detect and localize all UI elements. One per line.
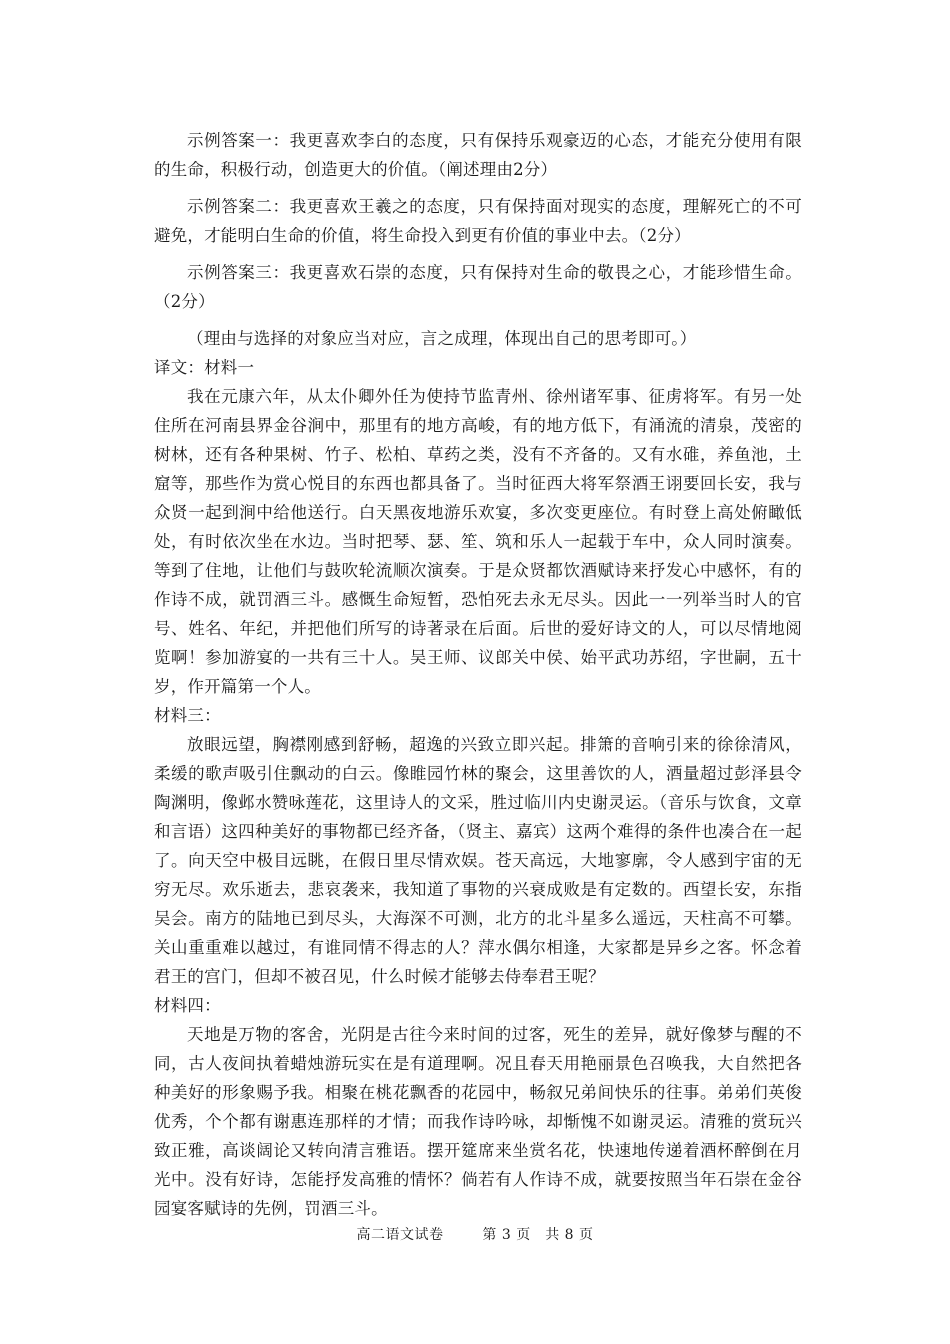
page-number: 第 3 页 共 8 页: [482, 1227, 594, 1243]
example-answer-1: 示例答案一：我更喜欢李白的态度，只有保持乐观豪迈的心态，才能充分使用有限的生命，积极行动，创造更大的价值。（阐述理由2分）: [154, 131, 802, 179]
example-answer-3: 示例答案三：我更喜欢石崇的态度，只有保持对生命的敬畏之心，才能珍惜生命。（2分）: [154, 263, 802, 311]
material-4-translation: 天地是万物的客舍，光阴是古往今来时间的过客，死生的差异，就好像梦与醒的不同，古人夜间执着蜡烛游玩实在是有道理啊。况且春天用艳丽景色召唤我，大自然把各种美好的形象赐予我。相聚在桃花飘香的花园中，畅叙兄弟间快乐的往事。弟弟们英俊优秀，个个都有谢惠连那样的才情；而我作诗吟咏，却惭愧不如谢灵运。清雅的赏玩兴致正雅，高谈阔论又转向清言雅语。摆开筵席来坐赏名花，快速地传递着酒杯醉倒在月光中。没有好诗，怎能抒发高雅的情怀？倘若有人作诗不成，就要按照当年石崇在金谷园宴客赋诗的先例，罚酒三斗。: [154, 1025, 802, 1218]
page-content: [154, 126, 802, 1223]
page-footer: [0, 1224, 950, 1244]
material-1-translation: 我在元康六年，从太仆卿外任为使持节监青州、徐州诸军事、征虏将军。有另一处住所在河南县界金谷涧中，那里有的地方高峻，有的地方低下，有涌流的清泉，茂密的树林，还有各种果树、竹子、松柏、草药之类，没有不齐备的。又有水碓，养鱼池，土窟等，那些作为赏心悦目的东西也都具备了。当时征西大将军祭酒王诩要回长安，我与众贤一起到涧中给他送行。白天黑夜地游乐欢宴，多次变更座位。有时登上高处俯瞰低处，有时依次坐在水边。当时把琴、瑟、笙、筑和乐人一起载于车中，众人同时演奏。等到了住地，让他们与鼓吹轮流顺次演奏。于是众贤都饮酒赋诗来抒发心中感怀，有的作诗不成，就罚酒三斗。感慨生命短暂，恐怕死去永无尽头。因此一一列举当时人的官号、姓名、年纪，并把他们所写的诗著录在后面。后世的爱好诗文的人，可以尽情地阅览啊！参加游宴的一共有三十人。吴王师、议郎关中侯、始平武功苏绍，字世嗣，五十岁，作开篇第一个人。: [154, 387, 802, 696]
exam-title: 高二语文试卷: [356, 1227, 444, 1243]
material-3-heading: 材料三：: [154, 706, 221, 725]
material-3-translation: 放眼远望，胸襟刚感到舒畅，超逸的兴致立即兴起。排箫的音响引来的徐徐清风，柔缓的歌声吸引住飘动的白云。像睢园竹林的聚会，这里善饮的人，酒量超过彭泽县令陶渊明，像邺水赞咏莲花，这里诗人的文采，胜过临川内史谢灵运。（音乐与饮食，文章和言语）这四种美好的事物都已经齐备，（贤主、嘉宾）这两个难得的条件也凑合在一起了。向天空中极目远眺，在假日里尽情欢娱。苍天高远，大地寥廓，令人感到宇宙的无穷无尽。欢乐逝去，悲哀袭来，我知道了事物的兴衰成败是有定数的。西望长安，东指吴会。南方的陆地已到尽头，大海深不可测，北方的北斗星多么遥远，天柱高不可攀。关山重重难以越过，有谁同情不得志的人？萍水偶尔相逢，大家都是异乡之客。怀念着君王的宫门，但却不被召见，什么时候才能够去侍奉君王呢？: [154, 735, 802, 986]
grading-note: （理由与选择的对象应当对应，言之成理，体现出自己的思考即可。）: [187, 329, 697, 348]
example-answer-2: 示例答案二：我更喜欢王羲之的态度，只有保持面对现实的态度，理解死亡的不可避免，才能明白生命的价值，将生命投入到更有价值的事业中去。（2分）: [154, 197, 802, 245]
material-4-heading: 材料四：: [154, 996, 221, 1015]
translation-heading: 译文：材料一: [154, 358, 255, 377]
